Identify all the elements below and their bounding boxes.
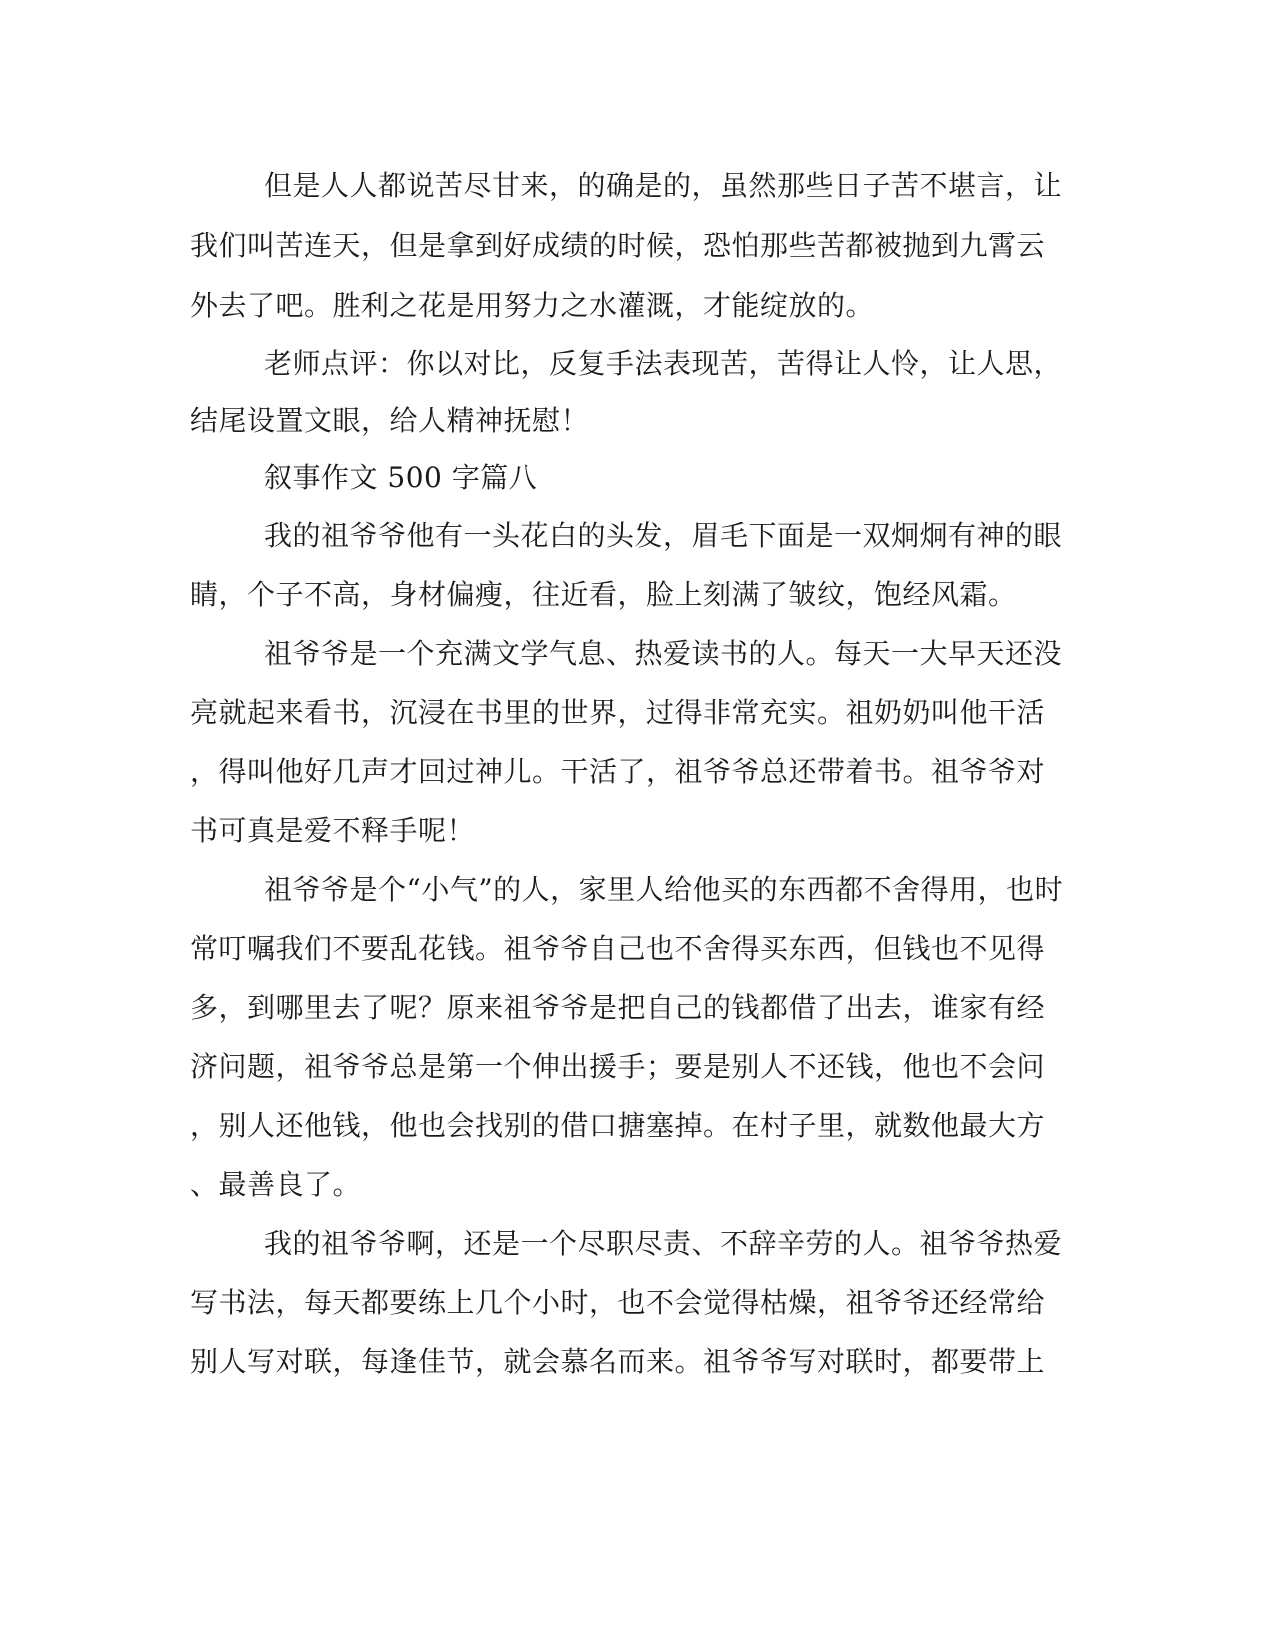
text-line: 、最善良了。 <box>190 1168 362 1201</box>
text-line: 济问题，祖爷爷总是第一个伸出援手；要是别人不还钱，他也不会问 <box>190 1050 1046 1083</box>
section-heading: 叙事作文 500 字篇八 <box>264 461 538 494</box>
text-line: ，得叫他好几声才回过神儿。干活了，祖爷爷总还带着书。祖爷爷对 <box>190 755 1046 788</box>
text-line: 祖爷爷是一个充满文学气息、热爱读书的人。每天一大早天还没 <box>264 637 1063 670</box>
text-line: 外去了吧。胜利之花是用努力之水灌溉，才能绽放的。 <box>190 289 875 322</box>
text-line: 睛，个子不高，身材偏瘦，往近看，脸上刻满了皱纹，饱经风霜。 <box>190 578 1017 611</box>
text-line: 多，到哪里去了呢？原来祖爷爷是把自己的钱都借了出去，谁家有经 <box>190 991 1046 1024</box>
text-line: 亮就起来看书，沉浸在书里的世界，过得非常充实。祖奶奶叫他干活 <box>190 696 1046 729</box>
text-line: 老师点评：你以对比，反复手法表现苦，苦得让人怜，让人思， <box>264 347 1063 380</box>
text-line: ，别人还他钱，他也会找别的借口搪塞掉。在村子里，就数他最大方 <box>190 1109 1046 1142</box>
text-line: 常叮嘱我们不要乱花钱。祖爷爷自己也不舍得买东西，但钱也不见得 <box>190 932 1046 965</box>
text-line: 写书法，每天都要练上几个小时，也不会觉得枯燥，祖爷爷还经常给 <box>190 1286 1046 1319</box>
text-line: 我的祖爷爷啊，还是一个尽职尽责、不辞辛劳的人。祖爷爷热爱 <box>264 1227 1063 1260</box>
text-line: 结尾设置文眼，给人精神抚慰！ <box>190 404 590 437</box>
text-line: 我的祖爷爷他有一头花白的头发，眉毛下面是一双炯炯有神的眼 <box>264 519 1063 552</box>
text-line: 书可真是爱不释手呢！ <box>190 814 476 847</box>
text-line: 但是人人都说苦尽甘来，的确是的，虽然那些日子苦不堪言，让 <box>264 169 1063 202</box>
text-line: 祖爷爷是个“小气”的人，家里人给他买的东西都不舍得用，也时 <box>264 873 1064 906</box>
text-line: 我们叫苦连天，但是拿到好成绩的时候，恐怕那些苦都被抛到九霄云 <box>190 229 1046 262</box>
text-line: 别人写对联，每逢佳节，就会慕名而来。祖爷爷写对联时，都要带上 <box>190 1345 1046 1378</box>
